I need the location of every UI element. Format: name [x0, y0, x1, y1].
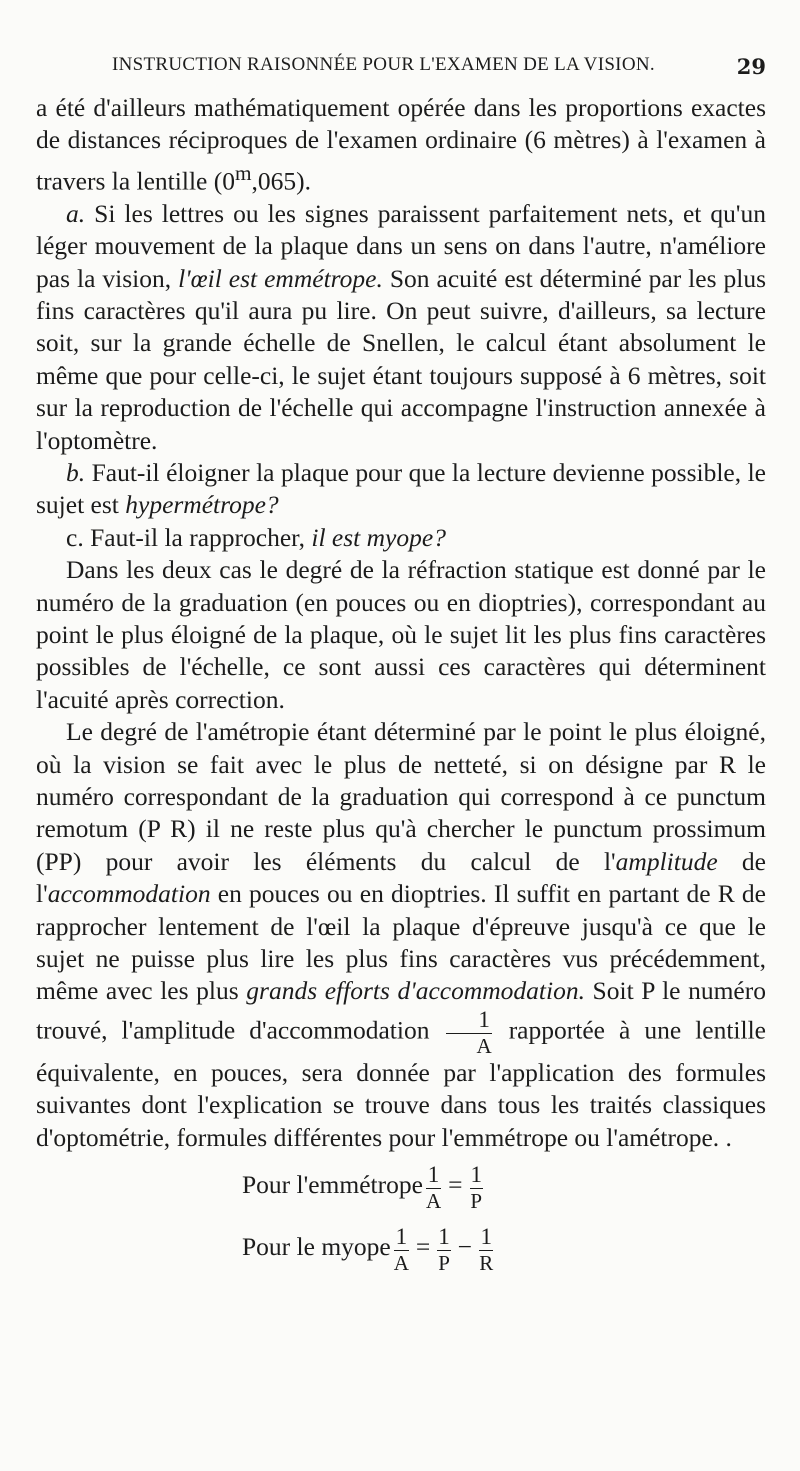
fraction-denominator: A — [425, 1188, 442, 1213]
unit-superscript: m — [234, 160, 252, 185]
paragraph-ametropia — [36, 716, 766, 1154]
paragraph-refraction: Dans les deux cas le degré de la réfraction statique est donné par le numéro de la graduation (en pouces ou en dioptries), correspondant au point le plus éloigné de la plaque, où le sujet lit les plus fins caractères possibles de l'échelle, ce sont aussi ces caractères qui déterminent l'acuité après correction. — [36, 555, 766, 714]
text-run: de l' — [36, 846, 766, 909]
text-run: ,065). — [251, 166, 311, 196]
fraction-r2 — [479, 1225, 493, 1274]
fraction-numerator: 1 — [480, 1223, 492, 1249]
text-run: Son acuité est déterminé par les plus fins caractères qu'il aura pu lire. On peut suivre, d'ailleurs, sa lecture soit, sur la grande échelle de Snellen, le calcul étant absolument le même que pour celle-ci, le sujet étant toujours supposé à 6 mètres, soit sur la reproduction de l'échelle qui accompagne l'instruction annexée à l'optomètre. — [36, 263, 766, 455]
item-label: c. — [66, 522, 84, 552]
fraction-numerator: 1 — [395, 1223, 408, 1249]
fraction-denominator: P — [438, 1250, 450, 1275]
paragraph-c — [36, 522, 766, 554]
fraction-lhs — [394, 1225, 409, 1274]
paragraph-b — [36, 457, 766, 522]
fraction-numerator: 1 — [446, 1008, 491, 1034]
text-run: Faut-il la rapprocher, — [83, 522, 312, 552]
minus-sign: − — [457, 1232, 473, 1262]
fraction-denominator: A — [476, 1033, 492, 1058]
text-run: Faut-il éloigner la plaque pour que la lecture devienne possible, le sujet est — [36, 457, 766, 520]
text-run: en pouces ou en dioptries. Il suffit en partant de R de rapprocher lentement de l'œil la plaque d'épreuve jusqu'à ce que le sujet ne puisse plus lire les plus fins caractères vus précédemment, même avec les plus — [36, 879, 766, 1006]
fraction-numerator: 1 — [427, 1161, 440, 1187]
paragraph-continuation — [36, 92, 766, 198]
formula-label: Pour le myope — [242, 1232, 391, 1262]
page-header — [38, 54, 766, 88]
emphasis: il est myope? — [311, 522, 446, 552]
text-run: Si les lettres ou les signes paraissent parfaitement nets, et qu'un léger mouvement de la plaque dans un sens on dans l'autre, n'améliore pas la vision, — [36, 198, 766, 293]
fraction-lhs — [426, 1163, 441, 1212]
formula-label: Pour l'emmétrope — [242, 1170, 423, 1200]
text-run: Soit P le numéro trouvé, l'amplitude d'accommodation — [36, 976, 766, 1045]
item-label: a. — [66, 198, 86, 228]
text-run: a été d'ailleurs mathématiquement opérée dans les proportions exactes de distances réciproques de l'examen ordinaire (6 mètres) à l'examen à travers la lentille (0 — [36, 93, 766, 196]
fraction-r1 — [437, 1225, 451, 1274]
paragraph-a — [36, 198, 766, 457]
fraction-denominator: A — [393, 1250, 409, 1275]
running-title: INSTRUCTION RAISONNÉE POUR L'EXAMEN DE LA VISION. — [112, 54, 655, 75]
item-label: b. — [66, 457, 86, 487]
inline-fraction — [446, 1008, 491, 1057]
equals-sign: = — [448, 1170, 463, 1200]
emphasis: accommodation — [47, 879, 211, 909]
emphasis: l'œil est emmétrope. — [178, 263, 383, 293]
text-run: Le degré de l'amétropie étant déterminé par le point le plus éloigné, où la vision se fait avec le plus de netteté, si on désigne par R le numéro correspondant de la graduation qui correspond à ce punctum remotum (P R) il ne reste plus qu'à chercher le punctum prossimum (PP) pour avoir les éléments du calcul de l' — [36, 717, 766, 876]
emphasis: grands efforts d'accommodation. — [246, 976, 585, 1006]
formula-myope — [36, 1216, 766, 1278]
fraction-rhs — [470, 1163, 484, 1212]
fraction-denominator: R — [479, 1250, 494, 1275]
formula-emmetrope — [36, 1154, 766, 1216]
fraction-numerator: 1 — [438, 1223, 450, 1249]
fraction-denominator: P — [470, 1188, 483, 1213]
body-text — [36, 92, 766, 1278]
emphasis: hypermétrope? — [125, 490, 279, 520]
fraction-numerator: 1 — [470, 1161, 482, 1187]
equals-sign: = — [415, 1232, 431, 1262]
text-run: rapportée à une lentille équivalente, en pouces, sera donnée par l'application des formules suivantes dont l'explication se trouve dans tous les traités classiques d'optométrie, formules différentes pour l'emmétrope ou l'amétrope. . — [36, 1015, 766, 1152]
page-number: 29 — [736, 54, 766, 79]
emphasis: amplitude — [615, 846, 718, 876]
